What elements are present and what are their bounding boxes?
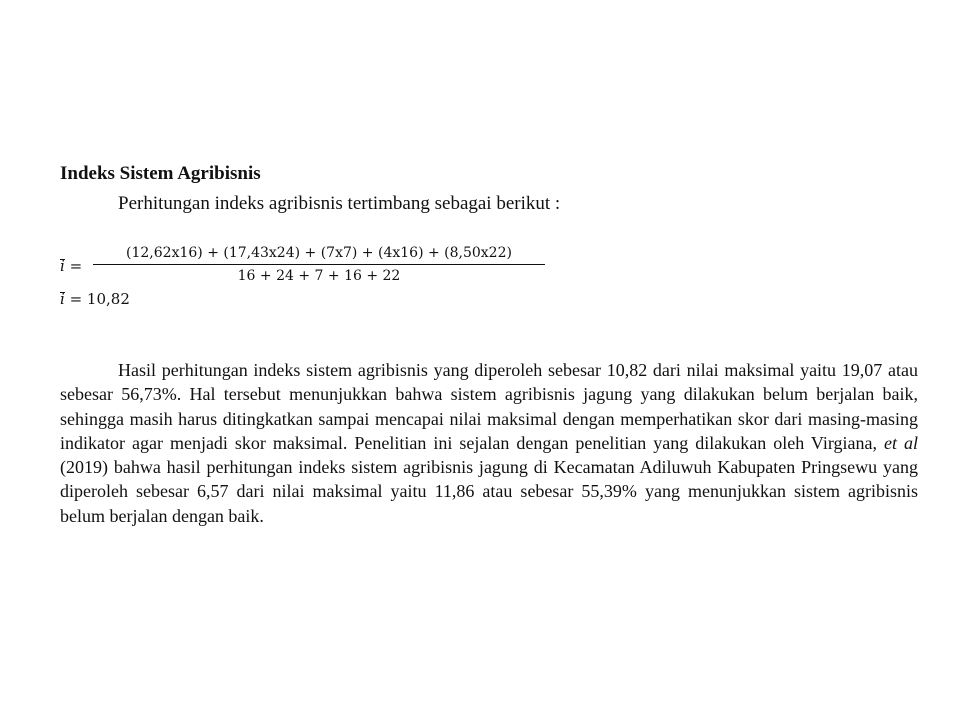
fraction-bar bbox=[93, 264, 545, 265]
formula-denominator: 16 + 24 + 7 + 16 + 22 bbox=[237, 268, 401, 284]
formula-equals: = bbox=[69, 257, 83, 275]
formula-lhs bbox=[60, 257, 82, 275]
formula-numerator: (12,62x16) + (17,43x24) + (7x7) + (4x16) + (8,50x22) bbox=[126, 245, 512, 261]
section-heading: Indeks Sistem Agribisnis bbox=[60, 163, 261, 184]
result-symbol: i bbox=[60, 290, 65, 308]
paragraph-text-part1: Hasil perhitungan indeks sistem agribisnis yang diperoleh sebesar 10,82 dari nilai maksimal yaitu 19,07 atau sebesar 56,73%. Hal tersebut menunjukkan bahwa sistem agribisnis jagung yang dilakukan belum berjalan baik, sehingga masih harus ditingkatkan sampai mencapai nilai maksimal dengan memperhatikan skor dari masing-masing indikator agar menjadi skor maksimal. Penelitian ini sejalan dengan penelitian yang dilakukan oleh Virgiana, bbox=[60, 360, 918, 453]
intro-sentence: Perhitungan indeks agribisnis tertimbang sebagai berikut : bbox=[118, 193, 561, 214]
formula-fraction bbox=[93, 243, 545, 286]
body-paragraph bbox=[60, 358, 918, 528]
result-value: = 10,82 bbox=[64, 290, 130, 308]
paragraph-text-part2: (2019) bahwa hasil perhitungan indeks sistem agribisnis jagung di Kecamatan Adiluwuh Kabupaten Pringsewu yang diperoleh sebesar 6,57 dari nilai maksimal yaitu 11,86 atau sebesar 55,39% yang menunjukkan sistem agribisnis belum berjalan dengan baik. bbox=[60, 457, 918, 526]
formula-result bbox=[60, 290, 130, 308]
paragraph-italic-citation: et al bbox=[884, 432, 918, 453]
formula-symbol: i bbox=[60, 257, 65, 275]
